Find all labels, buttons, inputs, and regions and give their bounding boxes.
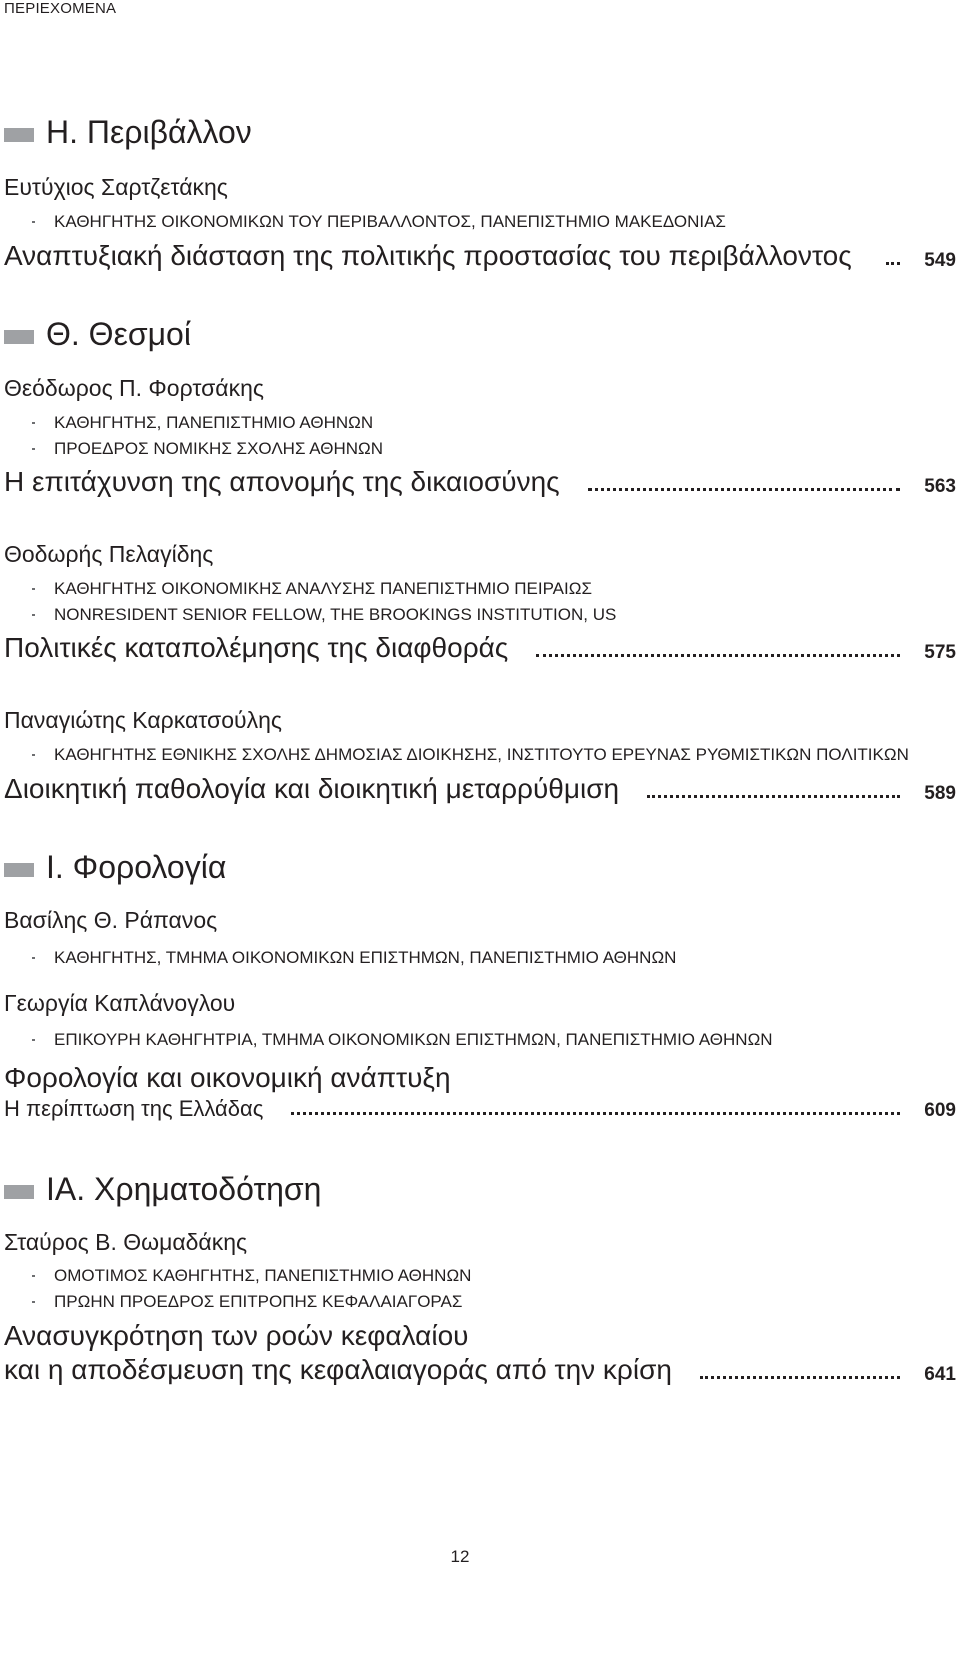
bullet-icon xyxy=(32,447,44,451)
author-affiliation: ΚΑΘΗΓΗΤΗΣ ΟΙΚΟΝΟΜΙΚΗΣ ΑΝΑΛΥΣΗΣ ΠΑΝΕΠΙΣΤΗΜΙΟ ΠΕΙΡΑΙΩΣ xyxy=(4,580,592,597)
entry-title[interactable]: Διοικητική παθολογία και διοικητική μεταρρύθμιση xyxy=(4,773,620,804)
author-name: Ευτύχιος Σαρτζετάκης xyxy=(4,174,228,200)
author-affiliation: ΠΡΩΗΝ ΠΡΟΕΔΡΟΣ ΕΠΙΤΡΟΠΗΣ ΚΕΦΑΛΑΙΑΓΟΡΑΣ xyxy=(4,1293,462,1310)
author-affiliation: ΕΠΙΚΟΥΡΗ ΚΑΘΗΓΗΤΡΙΑ, ΤΜΗΜΑ ΟΙΚΟΝΟΜΙΚΩΝ ΕΠΙΣΤΗΜΩΝ, ΠΑΝΕΠΙΣΤΗΜΙΟ ΑΘΗΝΩΝ xyxy=(4,1031,773,1048)
dot-leader xyxy=(291,1112,900,1115)
author-name: Σταύρος Β. Θωμαδάκης xyxy=(4,1229,248,1255)
bullet-icon xyxy=(32,1274,44,1278)
entry-title[interactable]: Η επιτάχυνση της απονομής της δικαιοσύνης xyxy=(4,466,560,497)
section-title: Ι. Φορολογία xyxy=(46,849,227,885)
author-affiliation: ΚΑΘΗΓΗΤΗΣ ΕΘΝΙΚΗΣ ΣΧΟΛΗΣ ΔΗΜΟΣΙΑΣ ΔΙΟΙΚΗΣΗΣ, ΙΝΣΤΙΤΟΥΤΟ ΕΡΕΥΝΑΣ ΡΥΘΜΙΣΤΙΚΩΝ ΠΟΛΙΤΙΚΩΝ xyxy=(4,746,909,763)
section-marker-icon xyxy=(4,128,34,142)
entry-subtitle[interactable]: Η περίπτωση της Ελλάδας xyxy=(4,1096,264,1121)
section-heading xyxy=(4,845,226,889)
bullet-icon xyxy=(32,956,44,960)
toc-entry[interactable] xyxy=(4,240,956,271)
author-affiliation: ΚΑΘΗΓΗΤΗΣ ΟΙΚΟΝΟΜΙΚΩΝ ΤΟΥ ΠΕΡΙΒΑΛΛΟΝΤΟΣ, ΠΑΝΕΠΙΣΤΗΜΙΟ ΜΑΚΕΔΟΝΙΑΣ xyxy=(4,213,726,230)
author-affiliation: ΚΑΘΗΓΗΤΗΣ, ΤΜΗΜΑ ΟΙΚΟΝΟΜΙΚΩΝ ΕΠΙΣΤΗΜΩΝ, ΠΑΝΕΠΙΣΤΗΜΙΟ ΑΘΗΝΩΝ xyxy=(4,949,676,966)
section-heading xyxy=(4,1167,321,1211)
toc-entry[interactable] xyxy=(4,773,956,804)
toc-entry[interactable] xyxy=(4,1354,956,1385)
dot-leader xyxy=(536,654,900,657)
page-number[interactable]: 609 xyxy=(924,1100,956,1121)
section-marker-icon xyxy=(4,1185,34,1199)
bullet-icon xyxy=(32,421,44,425)
section-title: Η. Περιβάλλον xyxy=(46,114,252,150)
toc-entry[interactable] xyxy=(4,1096,956,1121)
section-title: Θ. Θεσμοί xyxy=(46,316,191,352)
dot-leader xyxy=(647,795,900,798)
entry-title[interactable]: Αναπτυξιακή διάσταση της πολιτικής προστασίας του περιβάλλοντος xyxy=(4,240,852,271)
bullet-icon xyxy=(32,220,44,224)
toc-entry[interactable] xyxy=(4,632,956,663)
author-name: Παναγιώτης Καρκατσούλης xyxy=(4,707,282,733)
entry-title[interactable]: Ανασυγκρότηση των ροών κεφαλαίου xyxy=(4,1320,469,1351)
section-title: ΙΑ. Χρηματοδότηση xyxy=(46,1171,322,1207)
entry-title[interactable]: Πολιτικές καταπολέμησης της διαφθοράς xyxy=(4,632,509,663)
page-number[interactable]: 589 xyxy=(924,783,956,804)
section-marker-icon xyxy=(4,863,34,877)
bullet-icon xyxy=(32,1300,44,1304)
page-number[interactable]: 549 xyxy=(924,250,956,271)
section-heading xyxy=(4,312,191,356)
author-affiliation: ΠΡΟΕΔΡΟΣ ΝΟΜΙΚΗΣ ΣΧΟΛΗΣ ΑΘΗΝΩΝ xyxy=(4,440,383,457)
section-heading xyxy=(4,110,252,154)
dot-leader xyxy=(886,262,900,265)
dot-leader xyxy=(700,1376,900,1379)
bullet-icon xyxy=(32,753,44,757)
author-name: Γεωργία Καπλάνογλου xyxy=(4,990,236,1016)
author-affiliation: NONRESIDENT SENIOR FELLOW, THE BROOKINGS INSTITUTION, US xyxy=(4,606,616,623)
running-head: ΠΕΡΙΕΧΟΜΕΝΑ xyxy=(4,0,117,17)
author-name: Θοδωρής Πελαγίδης xyxy=(4,541,214,567)
entry-title[interactable]: Φορολογία και οικονομική ανάπτυξη xyxy=(4,1062,451,1093)
page-folio: 12 xyxy=(450,1547,470,1566)
entry-title[interactable]: και η αποδέσμευση της κεφαλαιαγοράς από την κρίση xyxy=(4,1354,672,1385)
page-number[interactable]: 563 xyxy=(924,476,956,497)
bullet-icon xyxy=(32,587,44,591)
author-name: Θεόδωρος Π. Φορτσάκης xyxy=(4,375,264,401)
page-number[interactable]: 641 xyxy=(924,1364,956,1385)
bullet-icon xyxy=(32,613,44,617)
author-affiliation: ΟΜΟΤΙΜΟΣ ΚΑΘΗΓΗΤΗΣ, ΠΑΝΕΠΙΣΤΗΜΙΟ ΑΘΗΝΩΝ xyxy=(4,1267,471,1284)
bullet-icon xyxy=(32,1038,44,1042)
author-name: Βασίλης Θ. Ράπανος xyxy=(4,907,218,933)
dot-leader xyxy=(588,488,900,491)
toc-entry[interactable] xyxy=(4,466,956,497)
section-marker-icon xyxy=(4,330,34,344)
page-number[interactable]: 575 xyxy=(924,642,956,663)
author-affiliation: ΚΑΘΗΓΗΤΗΣ, ΠΑΝΕΠΙΣΤΗΜΙΟ ΑΘΗΝΩΝ xyxy=(4,414,373,431)
